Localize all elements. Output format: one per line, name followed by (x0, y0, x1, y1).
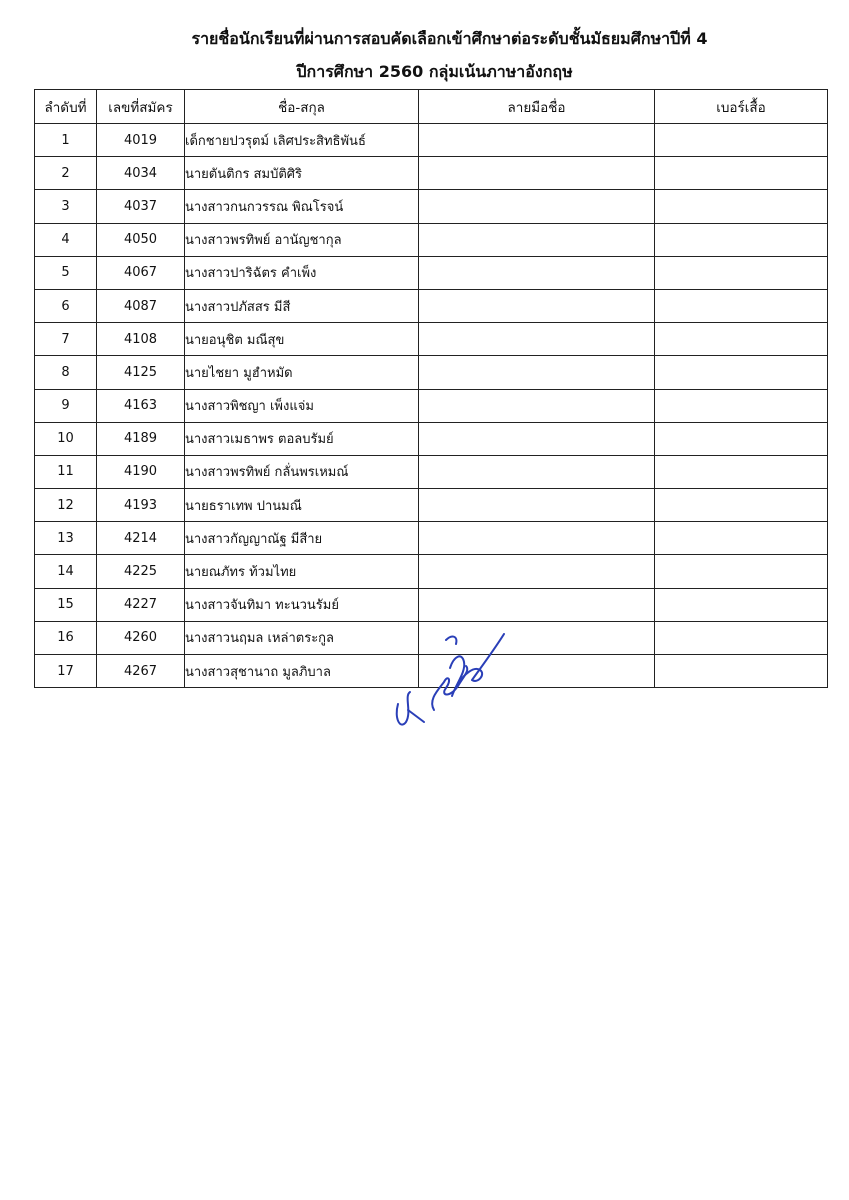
row-application-no-cell: 4225 (97, 555, 185, 588)
row-order-cell: 15 (35, 588, 97, 621)
row-order-cell: 4 (35, 223, 97, 256)
row-order-cell: 11 (35, 455, 97, 488)
column-header-application-no: เลขที่สมัคร (97, 90, 185, 124)
table-row (35, 588, 828, 621)
row-name-cell: เด็กชายปวรุตม์ เลิศประสิทธิพันธ์ (185, 124, 419, 157)
row-order-cell: 9 (35, 389, 97, 422)
row-name-cell: นางสาวพรทิพย์ กลั่นพรเหมณ์ (185, 455, 419, 488)
table-row (35, 555, 828, 588)
row-name-cell: นางสาวปภัสสร มีสี (185, 289, 419, 322)
row-shirt-number-cell (655, 323, 828, 356)
row-order-cell: 5 (35, 256, 97, 289)
row-order-cell: 1 (35, 124, 97, 157)
column-header-shirt-number: เบอร์เสื้อ (655, 90, 828, 124)
row-order-cell: 2 (35, 157, 97, 190)
row-order-cell: 17 (35, 655, 97, 688)
row-name-cell: นางสาวเมธาพร ตอลบรัมย์ (185, 422, 419, 455)
row-application-no-cell: 4108 (97, 323, 185, 356)
row-name-cell: นางสาวปาริฉัตร คำเพ็ง (185, 256, 419, 289)
row-signature-cell (419, 455, 655, 488)
column-header-signature: ลายมือชื่อ (419, 90, 655, 124)
row-application-no-cell: 4214 (97, 522, 185, 555)
table-row (35, 422, 828, 455)
row-application-no-cell: 4267 (97, 655, 185, 688)
row-shirt-number-cell (655, 190, 828, 223)
table-row (35, 124, 828, 157)
row-name-cell: นายณภัทร ท้วมไทย (185, 555, 419, 588)
row-shirt-number-cell (655, 555, 828, 588)
row-shirt-number-cell (655, 124, 828, 157)
row-name-cell: นายธราเทพ ปานมณี (185, 489, 419, 522)
row-shirt-number-cell (655, 289, 828, 322)
student-roster-table (34, 89, 828, 688)
row-name-cell: นางสาวกนกวรรณ พิณโรจน์ (185, 190, 419, 223)
table-row (35, 356, 828, 389)
row-signature-cell (419, 389, 655, 422)
table-row (35, 489, 828, 522)
row-order-cell: 13 (35, 522, 97, 555)
document-subtitle: ปีการศึกษา 2560 กลุ่มเน้นภาษาอังกฤษ (296, 62, 573, 81)
row-application-no-cell: 4034 (97, 157, 185, 190)
handwritten-signature (392, 626, 512, 734)
row-application-no-cell: 4125 (97, 356, 185, 389)
row-name-cell: นางสาวกัญญาณัฐ มีสีาย (185, 522, 419, 555)
row-order-cell: 6 (35, 289, 97, 322)
table-header-row (35, 90, 828, 124)
table-row (35, 389, 828, 422)
row-shirt-number-cell (655, 588, 828, 621)
row-name-cell: นางสาวพิชญา เพ็งแจ่ม (185, 389, 419, 422)
row-application-no-cell: 4050 (97, 223, 185, 256)
row-shirt-number-cell (655, 256, 828, 289)
row-name-cell: นางสาวสุชานาถ มูลภิบาล (185, 655, 419, 688)
row-signature-cell (419, 323, 655, 356)
row-order-cell: 8 (35, 356, 97, 389)
table-row (35, 190, 828, 223)
row-name-cell: นายตันติกร สมบัติศิริ (185, 157, 419, 190)
row-application-no-cell: 4163 (97, 389, 185, 422)
row-application-no-cell: 4037 (97, 190, 185, 223)
row-shirt-number-cell (655, 157, 828, 190)
row-order-cell: 12 (35, 489, 97, 522)
row-shirt-number-cell (655, 389, 828, 422)
row-name-cell: นางสาวพรทิพย์ อานัญชากุล (185, 223, 419, 256)
row-application-no-cell: 4190 (97, 455, 185, 488)
table-row (35, 256, 828, 289)
row-shirt-number-cell (655, 489, 828, 522)
row-shirt-number-cell (655, 655, 828, 688)
row-application-no-cell: 4067 (97, 256, 185, 289)
row-signature-cell (419, 289, 655, 322)
row-order-cell: 3 (35, 190, 97, 223)
row-shirt-number-cell (655, 422, 828, 455)
row-shirt-number-cell (655, 356, 828, 389)
row-shirt-number-cell (655, 522, 828, 555)
row-signature-cell (419, 422, 655, 455)
row-shirt-number-cell (655, 455, 828, 488)
row-name-cell: นายไชยา มูฮำหมัด (185, 356, 419, 389)
row-signature-cell (419, 555, 655, 588)
row-name-cell: นางสาวจันทิมา ทะนวนรัมย์ (185, 588, 419, 621)
row-order-cell: 10 (35, 422, 97, 455)
row-order-cell: 14 (35, 555, 97, 588)
document-title: รายชื่อนักเรียนที่ผ่านการสอบคัดเลือกเข้าศึกษาต่อระดับชั้นมัธยมศึกษาปีที่ 4 (191, 29, 708, 48)
row-shirt-number-cell (655, 223, 828, 256)
row-signature-cell (419, 256, 655, 289)
row-application-no-cell: 4227 (97, 588, 185, 621)
table-row (35, 323, 828, 356)
table-row (35, 455, 828, 488)
column-header-order: ลำดับที่ (35, 90, 97, 124)
row-application-no-cell: 4260 (97, 621, 185, 654)
row-order-cell: 7 (35, 323, 97, 356)
row-signature-cell (419, 190, 655, 223)
row-name-cell: นางสาวนฤมล เหล่าตระกูล (185, 621, 419, 654)
row-application-no-cell: 4087 (97, 289, 185, 322)
row-signature-cell (419, 356, 655, 389)
row-application-no-cell: 4019 (97, 124, 185, 157)
table-row (35, 289, 828, 322)
column-header-name: ชื่อ-สกุล (185, 90, 419, 124)
table-row (35, 157, 828, 190)
row-shirt-number-cell (655, 621, 828, 654)
row-application-no-cell: 4193 (97, 489, 185, 522)
row-application-no-cell: 4189 (97, 422, 185, 455)
row-signature-cell (419, 124, 655, 157)
row-order-cell: 16 (35, 621, 97, 654)
row-signature-cell (419, 157, 655, 190)
row-name-cell: นายอนุชิต มณีสุข (185, 323, 419, 356)
row-signature-cell (419, 522, 655, 555)
row-signature-cell (419, 588, 655, 621)
table-row (35, 522, 828, 555)
row-signature-cell (419, 489, 655, 522)
table-row (35, 223, 828, 256)
row-signature-cell (419, 223, 655, 256)
